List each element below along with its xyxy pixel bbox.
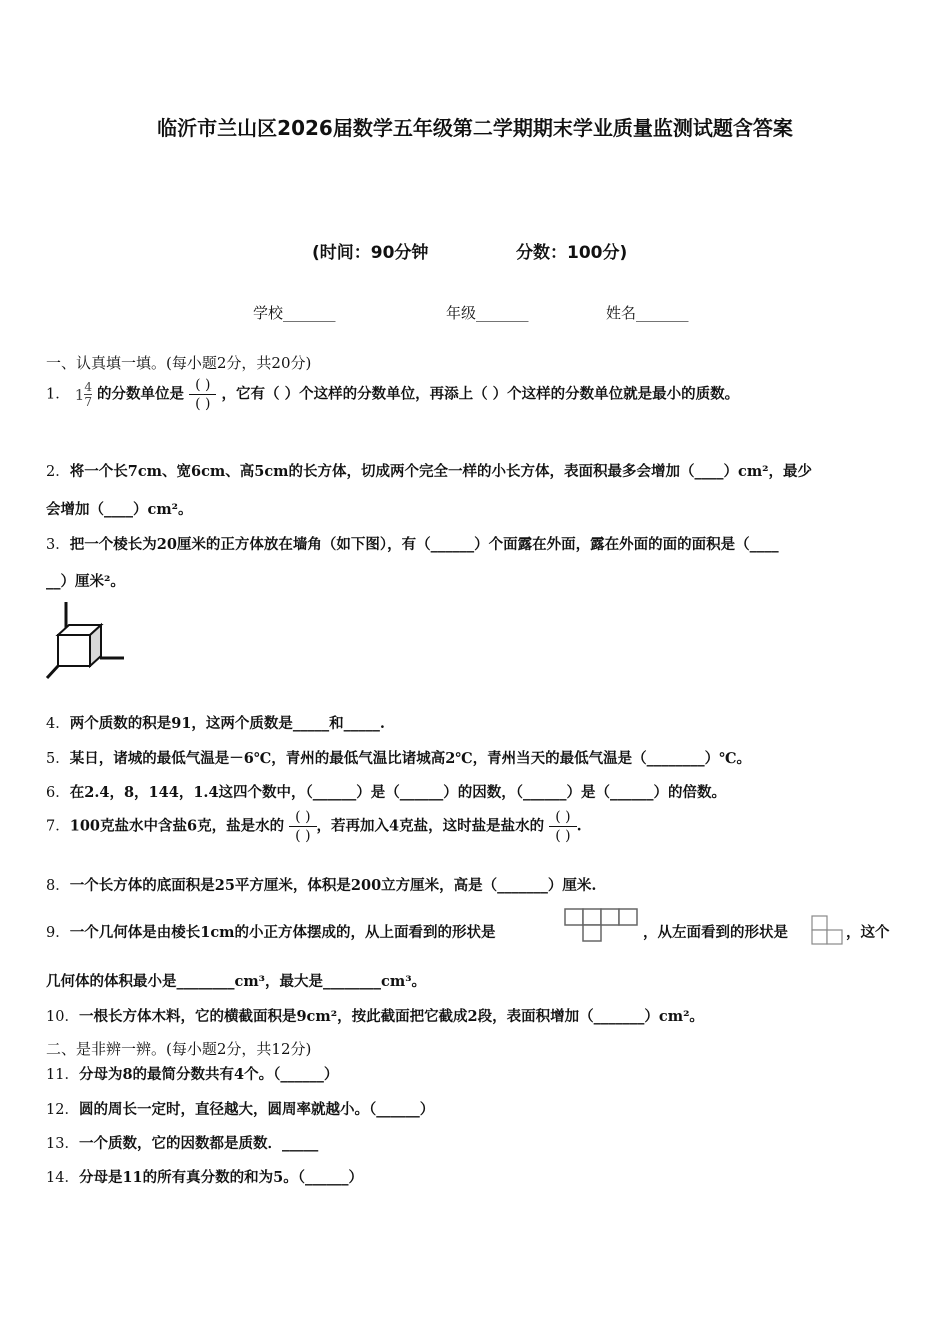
question-1 <box>46 376 739 413</box>
question-number: 14． <box>46 1170 79 1186</box>
question-text: 在2.4，8，144，1.4这四个数中，（______）是（______）的因数，（______）是（______）的倍数。 <box>69 784 727 801</box>
question-2-line-2: 会增加（____）cm²。 <box>46 501 193 518</box>
mixed-numerator: 4 <box>84 380 92 394</box>
question-text: . <box>576 817 582 835</box>
fraction-top: ( ) <box>289 808 316 827</box>
question-text: 的分数单位是 <box>97 385 185 403</box>
fraction-bottom: ( ) <box>295 828 311 844</box>
fraction-bottom: ( ) <box>555 828 571 844</box>
question-text: ，它有（ ）个这样的分数单位，再添上（ ）个这样的分数单位就是最小的质数。 <box>221 385 740 403</box>
question-5 <box>46 747 751 768</box>
question-number: 11． <box>46 1067 79 1083</box>
section-2-heading: 二、是非辨一辨。(每小题2分，共12分) <box>46 1040 312 1058</box>
question-text: 100克盐水中含盐6克，盐是水的 <box>69 817 285 835</box>
question-text: 一个质数，它的因数都是质数．_____ <box>78 1135 319 1152</box>
question-text: 一个长方体的底面积是25平方厘米，体积是200立方厘米，高是（_______）厘米. <box>69 877 597 894</box>
top-view-figure <box>563 907 639 945</box>
question-6 <box>46 781 726 802</box>
question-text: 两个质数的积是91，这两个质数是_____和_____. <box>69 715 385 732</box>
question-number: 2． <box>46 464 70 480</box>
question-number: 8． <box>46 878 70 894</box>
page-title: 临沂市兰山区2026届数学五年级第二学期期末学业质量监测试题含答案 <box>157 116 793 140</box>
left-view-figure <box>810 913 844 947</box>
question-13 <box>46 1132 318 1153</box>
question-3-line-2: __）厘米²。 <box>46 573 125 590</box>
question-9-text-2: ，从左面看到的形状是 <box>643 924 788 941</box>
grade-field: 年级_______ <box>446 304 529 322</box>
question-12 <box>46 1098 434 1119</box>
question-9-line-2: 几何体的体积最小是________cm³，最大是________cm³。 <box>46 973 427 990</box>
question-8 <box>46 874 596 895</box>
question-number: 10． <box>46 1009 79 1025</box>
question-number: 1． <box>46 386 70 403</box>
question-7 <box>46 808 582 845</box>
question-text: 某日，诸城的最低气温是－6℃，青州的最低气温比诸城高2℃，青州当天的最低气温是（________）℃。 <box>69 750 752 767</box>
question-9 <box>46 921 496 942</box>
fraction-blank-1 <box>289 808 316 845</box>
question-text: 一根长方体木料，它的横截面积是9cm²，按此截面把它截成2段，表面积增加（_______）cm²。 <box>78 1008 704 1025</box>
fraction-blank <box>189 376 216 413</box>
question-number: 7． <box>46 818 70 835</box>
mixed-whole: 1 <box>74 385 85 404</box>
question-number: 6． <box>46 785 70 801</box>
question-14 <box>46 1166 363 1187</box>
school-field: 学校_______ <box>253 304 336 322</box>
question-number: 9． <box>46 925 70 941</box>
exam-score: 分数：100分) <box>516 243 628 263</box>
question-text: 把一个棱长为20厘米的正方体放在墙角（如下图），有（______）个面露在外面，露在外面的面的面积是（____ <box>69 536 779 553</box>
question-text: 一个几何体是由棱长1cm的小正方体摆成的，从上面看到的形状是 <box>69 924 496 941</box>
fraction-top: ( ) <box>549 808 576 827</box>
question-4 <box>46 712 385 733</box>
question-11 <box>46 1063 338 1084</box>
question-number: 12． <box>46 1102 79 1118</box>
question-9-text-3: ，这个 <box>846 924 890 941</box>
section-1-heading: 一、认真填一填。(每小题2分，共20分) <box>46 354 312 372</box>
question-number: 4． <box>46 716 70 732</box>
exam-time: (时间：90分钟 <box>312 243 429 263</box>
mixed-number <box>75 380 92 409</box>
question-text: 圆的周长一定时，直径越大，圆周率就越小。（______） <box>78 1101 435 1118</box>
question-text: 分母是11的所有真分数的和为5。（______） <box>78 1169 363 1186</box>
question-3 <box>46 533 779 554</box>
question-number: 5． <box>46 751 70 767</box>
fraction-bottom: ( ) <box>195 396 211 412</box>
question-10 <box>46 1005 704 1026</box>
question-number: 13． <box>46 1136 79 1152</box>
fraction-top: ( ) <box>189 376 216 395</box>
question-text: 将一个长7cm、宽6cm、高5cm的长方体，切成两个完全一样的小长方体，表面积最多会增加（____）cm²，最少 <box>69 463 813 480</box>
name-field: 姓名_______ <box>606 304 689 322</box>
question-2 <box>46 460 812 481</box>
question-text: ，若再加入4克盐，这时盐是盐水的 <box>316 817 545 835</box>
fraction-blank-2 <box>549 808 576 845</box>
mixed-denominator: 7 <box>84 395 92 409</box>
cube-in-corner-figure <box>44 598 128 682</box>
question-number: 3． <box>46 537 70 553</box>
question-text: 分母为8的最简分数共有4个。（______） <box>78 1066 339 1083</box>
